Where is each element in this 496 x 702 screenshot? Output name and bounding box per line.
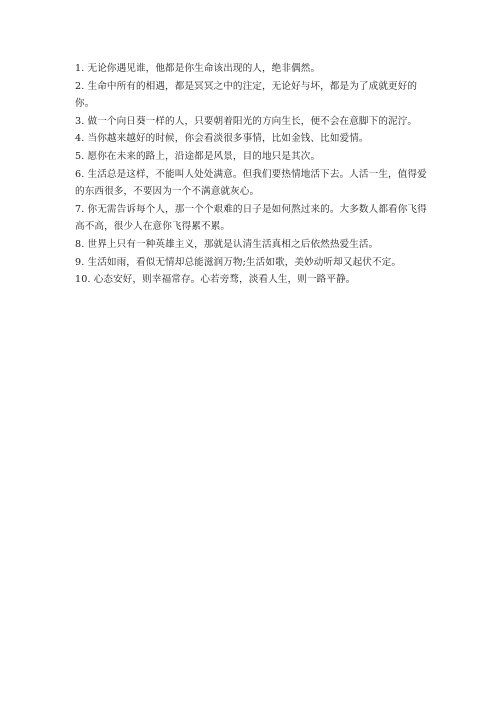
- quote-item-6: 6. 生活总是这样，不能叫人处处满意。但我们要热情地活下去。人活一生，值得爱的东西很多，不要因为一个不满意就灰心。: [75, 168, 427, 198]
- quote-item-8: 8. 世界上只有一种英雄主义，那就是认清生活真相之后依然热爱生活。: [75, 238, 379, 250]
- quote-item-1: 1. 无论你遇见谁，他都是你生命该出现的人，绝非偶然。: [75, 63, 321, 74]
- quote-item-7: 7. 你无需告诉每个人，那一个个艰难的日子是如何熬过来的。大多数人都看你飞得高不高，很少人在意你飞得累不累。: [75, 203, 427, 233]
- quote-item-9: 9. 生活如雨，看似无情却总能滋润万物;生活如歌，美妙动听却又起伏不定。: [75, 256, 402, 268]
- quote-item-2: 2. 生命中所有的相遇，都是冥冥之中的注定，无论好与坏，都是为了成就更好的你。: [75, 80, 418, 110]
- quote-item-10: 10. 心态安好，则幸福常存。心若旁骛，淡看人生，则一路平静。: [75, 274, 356, 286]
- quote-list: [75, 60, 430, 289]
- quote-item-3: 3. 做一个向日葵一样的人，只要朝着阳光的方向生长，便不会在意脚下的泥泞。: [75, 115, 418, 127]
- quote-item-4: 4. 当你越来越好的时候，你会看淡很多事情，比如金钱、比如爱情。: [75, 133, 369, 145]
- quote-item-5: 5. 愿你在未来的路上，沿途都是风景，目的地只是其次。: [75, 150, 321, 162]
